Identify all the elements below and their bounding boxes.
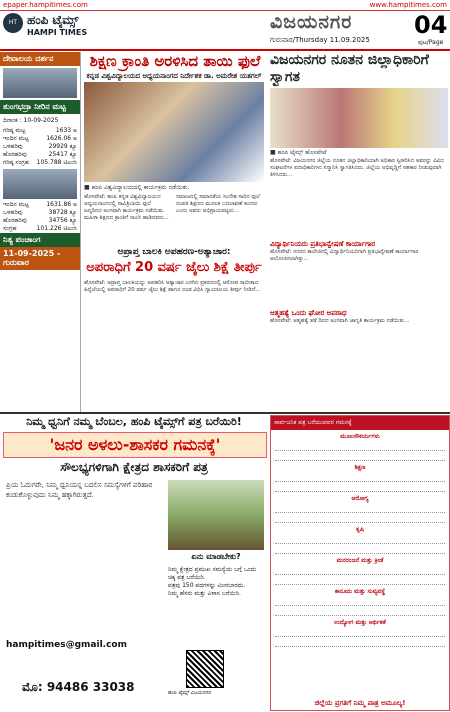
story2-text: ಹೊಸಪೇಟೆ: ವಿಜಯನಗರ ಜಿಲ್ಲೆಯ ನೂತನ ಜಿಲ್ಲಾಧಿಕಾರಿಯಾಗಿ ಅಧಿಕಾರ ಸ್ವೀಕರಿಸಿದ ಅವರನ್ನು ವಿವಿಧ ಸಂಘಟನೆಗಳ ಪದಾಧಿಕಾರಿಗಳು ಸನ್ಮಾನಿಸಿ ಸ್ವಾಗತಿಸಿದರು. ಜಿಲ್ಲೆಯ ಅಭಿವೃದ್ಧಿಗೆ ಸಹಕಾರ ನೀಡುವುದಾಗಿ ತಿಳಿಸಿದರು...: [270, 158, 444, 178]
panchanga-date: 11-09-2025 - ಗುರುವಾರ: [0, 247, 80, 270]
form-heading: ಸಾರ್ವಜನಿಕ ಪತ್ರ ಬರೆಯುವವರ ಗಮನಕ್ಕೆ: [271, 416, 449, 430]
panchanga-heading: ನಿತ್ಯ ಪಂಚಾಂಗ: [0, 233, 80, 247]
temple-heading: ದೇವಾಲಯ ದರ್ಶನ: [0, 52, 80, 66]
form-blank-line[interactable]: [275, 516, 445, 523]
story1-caption: ■ ಹಂಪಿ ವಿಶ್ವವಿದ್ಯಾಲಯದಲ್ಲಿ ಕಾರ್ಯಕ್ರಮ ನಡೆಯಿತು.: [84, 184, 190, 191]
form-category: ಮೂಲಸೌಕರ್ಯಗಳು: [340, 433, 380, 440]
dam-row-value: 29929 ಕ್ಯೂ: [48, 143, 77, 150]
ad-footer: ಹಂಪಿ ಟೈಮ್ಸ್ ವಿಜಯನಗರ: [168, 690, 211, 696]
dam-date: ದಿನಾಂಕ : 10-09-2025: [3, 117, 59, 124]
dam-row-label: ಒಳಹರಿವು: [3, 209, 23, 216]
dam-row-label: ಹೊರಹರಿವು: [3, 151, 27, 158]
dam-table-2: [0, 201, 80, 233]
brief2-headline: ಆತ್ಮಹತ್ಯೆ ಒಂದು ಘೋರ ಅಪರಾಧ: [270, 309, 347, 317]
dam-row: [0, 151, 80, 159]
dam-row: [0, 135, 80, 143]
dam-row-label: ಹೊರಹರಿವು: [3, 217, 27, 224]
dam-table: [0, 127, 80, 167]
dam-row: [0, 209, 80, 217]
dam-row-value: 101.226 ಟಿಎಂಸಿ: [36, 225, 77, 232]
form-blank-line[interactable]: [275, 547, 445, 554]
form-category: ಮನರಂಜನೆ ಮತ್ತು ಕ್ರೀಡೆ: [336, 557, 384, 564]
story2-caption: ■ ಹಂಪಿ ಟೈಮ್ಸ್ ಹೊಸಪೇಟೆ: [270, 149, 327, 156]
story3-kicker: ಅಪ್ರಾಪ್ತ ಬಾಲಕಿ ಅಪಹರಣ-ಅತ್ಯಾಚಾರ:: [117, 247, 231, 257]
form-blank-line[interactable]: [275, 454, 445, 461]
dam-row-value: 1633 ಅ: [55, 127, 77, 134]
dam-row: [0, 201, 80, 209]
form-category: ಶಿಕ್ಷಣ: [354, 464, 366, 471]
form-blank-line[interactable]: [275, 630, 445, 637]
dam-row-label: ಇಂದಿನ ಮಟ್ಟ: [3, 135, 29, 142]
dam-photo: [3, 169, 77, 199]
brief1-headline: ವಿದ್ಯಾರ್ಥಿನಿಯರು ಪ್ರತಿಭಾನ್ವೇಷಣೆ ಕಾರ್ಯಾಗಾರ: [270, 240, 376, 248]
story3-headline: ಅಪರಾಧಿಗೆ 20 ವರ್ಷ ಜೈಲು ಶಿಕ್ಷೆ ತೀರ್ಪು: [86, 260, 262, 275]
form-rows: [271, 433, 449, 647]
form-category: ಆರೋಗ್ಯ: [351, 495, 369, 502]
ad-banner: 'ಜನರ ಅಳಲು-ಶಾಸಕರ ಗಮನಕ್ಕೆ': [3, 432, 267, 458]
dam-row: [0, 159, 80, 167]
ad-bullet: ಪತ್ರವು 150 ಪದಗಳನ್ನು ಮೀರಬಾರದು.: [168, 582, 246, 589]
ad-heading: ನಿಮ್ಮ ಧ್ವನಿಗೆ ನಮ್ಮ ಬೆಂಬಲ, ಹಂಪಿ ಟೈಮ್ಸ್‌ಗೆ ಪತ್ರ ಬರೆಯಿರಿ!: [26, 415, 242, 428]
ad-subheading: ಸೌಲಭ್ಯಗಳಿಗಾಗಿ ಕ್ಷೇತ್ರದ ಶಾಸಕರಿಗೆ ಪತ್ರ: [60, 460, 208, 474]
dam-row-value: 25417 ಕ್ಯೂ: [48, 151, 77, 158]
dam-row-value: 1626.06 ಅ: [46, 135, 77, 142]
form-blank-line[interactable]: [275, 485, 445, 492]
form-blank-line[interactable]: [275, 506, 445, 513]
story3-text: ಹೊಸಪೇಟೆ: ಅಪ್ರಾಪ್ತ ಬಾಲಕಿಯನ್ನು ಅಪಹರಿಸಿ ಅತ್ಯಾಚಾರ ಎಸಗಿದ ಪ್ರಕರಣದಲ್ಲಿ ಆರೋಪ ಸಾಬೀತಾದ ಹಿನ್ನೆಲೆಯಲ್ಲಿ ಅಪರಾಧಿಗೆ 20 ವರ್ಷ ಜೈಲು ಶಿಕ್ಷೆ ಹಾಗೂ ದಂಡ ವಿಧಿಸಿ ನ್ಯಾಯಾಲಯ ತೀರ್ಪು ನೀಡಿದೆ...: [84, 280, 261, 293]
contact-phone[interactable]: ಮೊ: 94486 33038: [22, 680, 135, 694]
epaper-url[interactable]: epaper.hampitimes.com: [3, 1, 88, 9]
contact-email[interactable]: hampitimes@gmail.com: [6, 640, 127, 650]
dam-row-label: ಸಂಗ್ರಹ: [3, 225, 17, 232]
paper-name-en: HAMPI TIMES: [27, 28, 88, 37]
qr-code-icon[interactable]: [186, 650, 224, 688]
dam-row-value: 38728 ಕ್ಯೂ: [48, 209, 77, 216]
story1-text-col1: ಹೊಸಪೇಟೆ: ಹಂಪಿ ಕನ್ನಡ ವಿಶ್ವವಿದ್ಯಾಲಯದ ಅಧ್ಯಯನಾಂಗದಲ್ಲಿ ಸಾವಿತ್ರಿಬಾಯಿ ಫುಲೆ ಜನ್ಮದಿನದ ಅಂಗವಾಗಿ ಕಾರ್ಯಕ್ರಮ ನಡೆಯಿತು. ಮಹಿಳಾ ಶಿಕ್ಷಣದ ಕ್ರಾಂತಿಗೆ ನಾಂದಿ ಹಾಡಿದವರು...: [84, 194, 169, 221]
dam-row-label: ಇಂದಿನ ಮಟ್ಟ: [3, 201, 29, 208]
brief2-text: ಹೊಸಪೇಟೆ: ಆತ್ಮಹತ್ಯೆ ತಡೆ ದಿನದ ಅಂಗವಾಗಿ ಜಾಗೃತಿ ಕಾರ್ಯಕ್ರಮ ನಡೆಯಿತು...: [270, 318, 410, 324]
masthead: [0, 11, 450, 49]
story1-subhead: ಕನ್ನಡ ವಿಶ್ವವಿದ್ಯಾಲಯದ ಅಧ್ಯಯನಾಂಗದ ನಿರ್ದೇಶಕ ಡಾ. ಅಮರೇಶ ಯತಗಲ್: [86, 72, 262, 80]
dam-row: [0, 225, 80, 233]
temple-photo: [3, 68, 77, 98]
story1-photo: [84, 82, 264, 182]
story2-photo: [270, 88, 448, 148]
divider: [0, 49, 450, 51]
ad-bullet: ನಿಮ್ಮ ಕ್ಷೇತ್ರದ ಪ್ರಮುಖ ಸಮಸ್ಯೆಯ ಬಗ್ಗೆ ಒಂದು ಚಿಕ್ಕ ಪತ್ರ ಬರೆಯಿರಿ.: [168, 566, 257, 581]
form-category: ಕೃಷಿ: [356, 526, 364, 533]
dam-row-label: ಒಳಹರಿವು: [3, 143, 23, 150]
edition-city: ವಿಜಯನಗರ: [270, 11, 353, 33]
page-label: ಪುಟ/Page: [418, 39, 444, 46]
right-briefs: [270, 240, 448, 378]
form-blank-line[interactable]: [275, 578, 445, 585]
brief1-text: ಹೊಸಪೇಟೆ: ನಗರದ ಕಾಲೇಜಿನಲ್ಲಿ ವಿದ್ಯಾರ್ಥಿನಿಯರಿಗಾಗಿ ಪ್ರತಿಭಾನ್ವೇಷಣೆ ಕಾರ್ಯಾಗಾರ ಆಯೋಜಿಸಲಾಗಿತ್ತು...: [270, 249, 419, 262]
ad-what-label: ಏನು ಮಾಡಬೇಕು?: [191, 552, 241, 561]
dam-row: [0, 143, 80, 151]
dam-row-value: 105.788 ಟಿಎಂಸಿ: [36, 159, 77, 166]
form-blank-line[interactable]: [275, 568, 445, 575]
logo-icon: HT: [3, 13, 23, 33]
story1-text-col2: ಸಮಾಜದಲ್ಲಿ ಸಮಾನತೆಯ ಸಂದೇಶ ಸಾರಿದ ಫುಲೆ ದಂಪತಿ ಶಿಕ್ಷಣದ ಮೂಲಕ ಬದಲಾವಣೆ ತಂದರು ಎಂದು ಅವರು ಅಭಿಪ್ರಾಯಪಟ್ಟರು...: [176, 194, 260, 214]
site-url[interactable]: www.hampitimes.com: [369, 1, 447, 9]
form-blank-line[interactable]: [275, 599, 445, 606]
form-category: ಕಾನೂನು ಮತ್ತು ಸುವ್ಯವಸ್ಥೆ: [334, 588, 386, 595]
ad-bullet: ನಿಮ್ಮ ಹೆಸರು ಮತ್ತು ವಿಳಾಸ ಬರೆಯಿರಿ.: [168, 590, 241, 597]
top-bar: [0, 0, 450, 11]
story1-headline: ಶಿಕ್ಷಣ ಕ್ರಾಂತಿ ಅರಳಿಸಿದ ತಾಯಿ ಫುಲೆ: [89, 52, 261, 70]
page-number: 04: [414, 11, 448, 39]
paper-name: ಹಂಪಿ ಟೈಮ್ಸ್: [27, 13, 79, 27]
dam-row-label: ಗರಿಷ್ಠ ಸಂಗ್ರಹ: [3, 159, 29, 166]
form-blank-line[interactable]: [275, 444, 445, 451]
form-blank-line[interactable]: [275, 475, 445, 482]
dam-row: [0, 127, 80, 135]
dam-heading: ತುಂಗಭದ್ರಾ ನೀರಿನ ಮಟ್ಟ: [0, 100, 80, 114]
form-category: ಉದ್ಯೋಗ ಮತ್ತು ಆರ್ಥಿಕತೆ: [334, 619, 386, 626]
story2-headline: ವಿಜಯನಗರ ನೂತನ ಜಿಲ್ಲಾಧಿಕಾರಿಗೆ ಸ್ವಾಗತ: [270, 52, 429, 85]
dam-row-value: 34756 ಕ್ಯೂ: [48, 217, 77, 224]
letter-form: [270, 415, 450, 711]
ad-body: ಪ್ರಿಯ ಓದುಗರೇ, ನಿಮ್ಮ ಧ್ವನಿಯನ್ನ ಬದಲಿಸ ಸಮಸ್ಯೆಗಳಿಗೆ ಪರಿಹಾರ ಕಂಡುಕೊಳ್ಳುವುದು ನಿಮ್ಮ ಹಕ್ಕಾಗಿರುತ್ತದೆ.: [6, 481, 153, 499]
form-blank-line[interactable]: [275, 640, 445, 647]
sidebar: [0, 52, 81, 412]
form-blank-line[interactable]: [275, 609, 445, 616]
edition-date: ಗುರುವಾರ/Thursday 11.09.2025: [270, 36, 370, 44]
dam-row-value: 1631.86 ಅ: [46, 201, 77, 208]
dam-row: [0, 217, 80, 225]
form-blank-line[interactable]: [275, 537, 445, 544]
form-footer: ಜಿಲ್ಲೆಯ ಪ್ರಗತಿಗೆ ನಿಮ್ಮ ಪಾತ್ರ ಅಮೂಲ್ಯ!: [314, 699, 406, 707]
dam-row-label: ಗರಿಷ್ಠ ಮಟ್ಟ: [3, 127, 26, 134]
ad-painting: [168, 480, 264, 550]
ad-bullets: [168, 566, 264, 598]
section-divider: [0, 412, 450, 414]
